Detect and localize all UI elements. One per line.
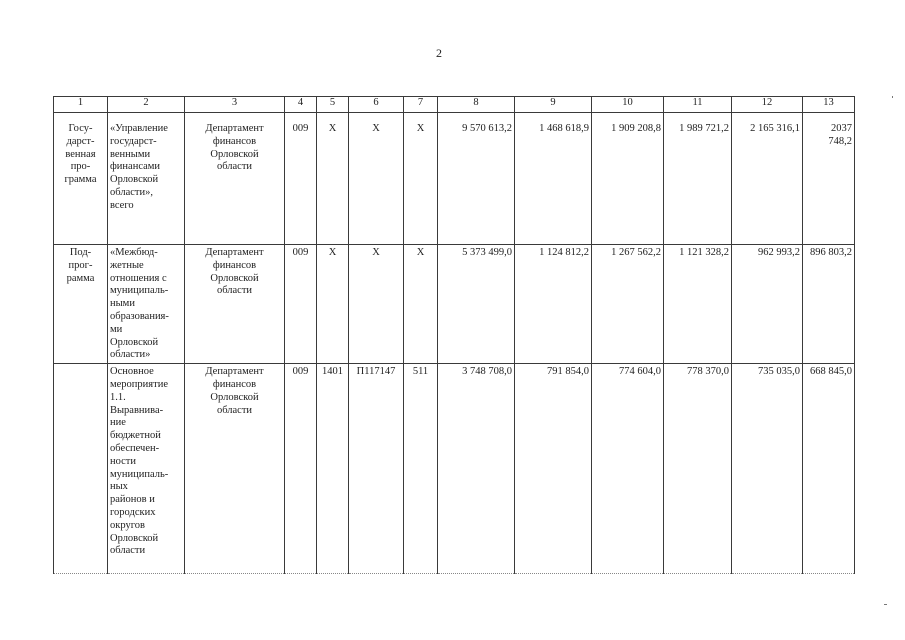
code-cell-6: Х [349,113,404,245]
level-cell: Под- прог- рамма [54,245,108,364]
value-cell-11: 1 989 721,2 [664,113,732,245]
value-cell-11: 778 370,0 [664,364,732,574]
value-cell-13: 2037 748,2 [803,113,855,245]
header-cell-5: 5 [317,97,349,113]
name-cell: «Межбюд- жетные отношения с муниципаль- ными образования- ми Орловской области» [108,245,185,364]
value-cell-10: 1 909 208,8 [592,113,664,245]
header-cell-10: 10 [592,97,664,113]
code-cell-7: Х [404,113,438,245]
executor-cell: Департамент финансов Орловской области [185,245,285,364]
level-cell: Госу- дарст- венная про- грамма [54,113,108,245]
value-cell-9: 1 124 812,2 [515,245,592,364]
page-number: 2 [436,46,442,60]
executor-cell: Департамент финансов Орловской области [185,364,285,574]
value-cell-13: 668 845,0 [803,364,855,574]
code-cell-7: 511 [404,364,438,574]
header-cell-13: 13 [803,97,855,113]
name-cell: Основное мероприятие 1.1. Выравнива- ние бюджетной обеспечен- ности муниципаль- ных районов и городских округов Орловской области [108,364,185,574]
table-row-subprogram [54,245,855,364]
value-cell-12: 735 035,0 [732,364,803,574]
code-cell-4: 009 [285,245,317,364]
scan-speck [892,96,893,98]
header-cell-3: 3 [185,97,285,113]
header-cell-2: 2 [108,97,185,113]
value-cell-12: 962 993,2 [732,245,803,364]
header-row [54,97,855,113]
header-cell-9: 9 [515,97,592,113]
level-cell [54,364,108,574]
value-cell-10: 1 267 562,2 [592,245,664,364]
header-cell-6: 6 [349,97,404,113]
value-cell-8: 5 373 499,0 [438,245,515,364]
value-cell-9: 791 854,0 [515,364,592,574]
header-cell-12: 12 [732,97,803,113]
header-cell-7: 7 [404,97,438,113]
name-cell: «Управление государст- венными финансами Орловской области», всего [108,113,185,245]
budget-table [53,96,855,574]
code-cell-6: Х [349,245,404,364]
scan-speck [884,604,887,605]
value-cell-11: 1 121 328,2 [664,245,732,364]
code-cell-6: П117147 [349,364,404,574]
header-cell-11: 11 [664,97,732,113]
code-cell-7: Х [404,245,438,364]
value-cell-13: 896 803,2 [803,245,855,364]
code-cell-5: Х [317,113,349,245]
code-cell-5: Х [317,245,349,364]
executor-cell: Департамент финансов Орловской области [185,113,285,245]
value-cell-10: 774 604,0 [592,364,664,574]
value-cell-8: 3 748 708,0 [438,364,515,574]
code-cell-4: 009 [285,113,317,245]
value-cell-8: 9 570 613,2 [438,113,515,245]
value-cell-9: 1 468 618,9 [515,113,592,245]
table-row-main-activity [54,364,855,574]
header-cell-8: 8 [438,97,515,113]
code-cell-4: 009 [285,364,317,574]
value-cell-12: 2 165 316,1 [732,113,803,245]
table-row-state-program [54,113,855,245]
code-cell-5: 1401 [317,364,349,574]
header-cell-1: 1 [54,97,108,113]
header-cell-4: 4 [285,97,317,113]
